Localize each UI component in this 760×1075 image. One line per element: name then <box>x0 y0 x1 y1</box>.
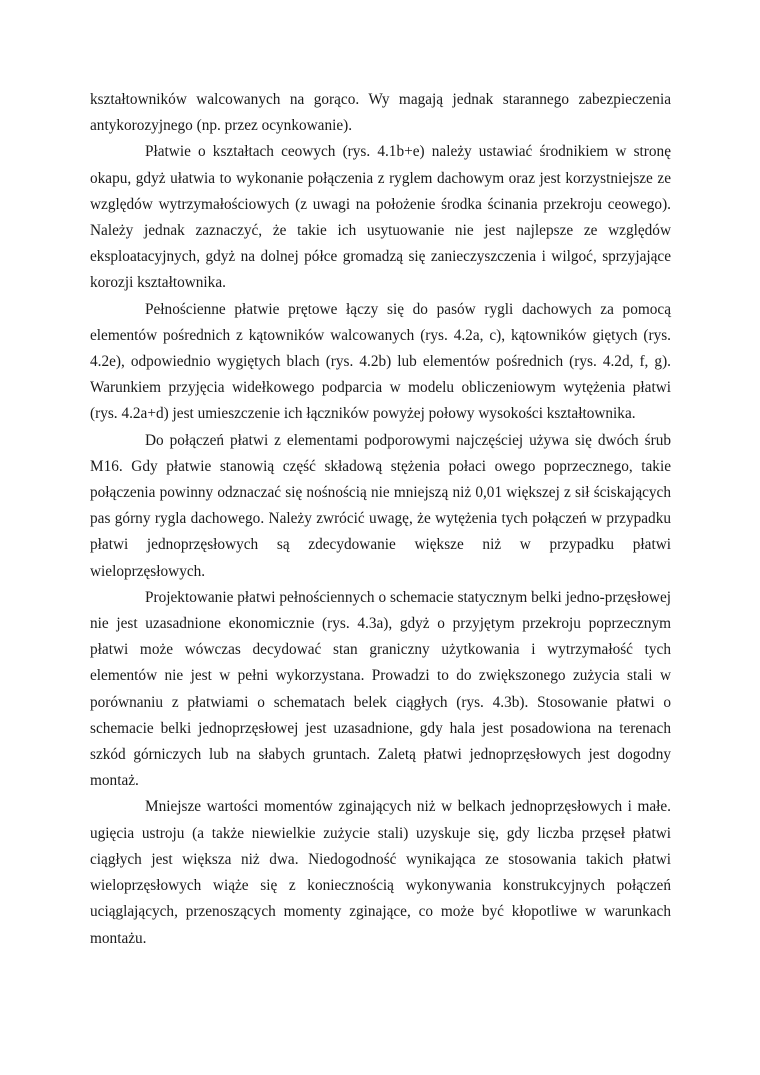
body-text <box>90 87 671 952</box>
paragraph-bolts: Do połączeń płatwi z elementami podporowymi najczęściej używa się dwóch śrub M16. Gdy płatwie stanowią część składową stężenia połaci owego poprzecznego, takie połączenia powinny odznaczać się nośnością nie mniejszą niż 0,01 większej z sił ściskających pas górny rygla dachowego. Należy zwrócić uwagę, że wytężenia tych połączeń w przypadku płatwi jednoprzęsłowych są zdecydowanie większe niż w przypadku płatwi wieloprzęsłowych. <box>90 431 671 580</box>
paragraph-multi-span: Mniejsze wartości momentów zginających niż w belkach jednoprzęsłowych i małe. ugięcia ustroju (a także niewielkie zużycie stali) uzyskuje się, gdy liczba przęseł płatwi ciągłych jest większa niż dwa. Niedogodność wynikająca ze stosowania takich płatwi wieloprzęsłowych wiąże się z koniecznością wykonywania konstrukcyjnych połączeń uciąglających, przenoszących momenty zginające, co może być kłopotliwe w warunkach montażu. <box>90 798 671 947</box>
paragraph-single-span-design: Projektowanie płatwi pełnościennych o schemacie statycznym belki jedno-przęsłowej nie jest uzasadnione ekonomicznie (rys. 4.3a), gdyż o przyjętym przekroju poprzecznym płatwi może wówczas decydować stan graniczny użytkowania i wytrzymałość tych elementów nie jest w pełni wykorzystana. Prowadzi to do zwiększonego zużycia stali w porównaniu z płatwiami o schematach belek ciągłych (rys. 4.3b). Stosowanie płatwi o schemacie belki jednoprzęsłowej jest uzasadnione, gdy hala jest posadowiona na terenach szkód górniczych lub na słabych gruntach. Zaletą płatwi jednoprzęsłowych jest dogodny montaż. <box>90 588 671 790</box>
paragraph-continuation: kształtowników walcowanych na gorąco. Wy magają jednak starannego zabezpieczenia antykorozyjnego (np. przez ocynkowanie). <box>90 91 671 135</box>
paragraph-channel-purlins: Płatwie o kształtach ceowych (rys. 4.1b+e) należy ustawiać środnikiem w stronę okapu, gdyż ułatwia to wykonanie połączenia z ryglem dachowym oraz jest korzystniejsze ze względów wytrzymałościowych (z uwagi na położenie środka ścinania przekroju ceowego). Należy jednak zaznaczyć, że takie ich usytuowanie nie jest najlepsze ze względów eksploatacyjnych, gdyż na dolnej półce gromadzą się zanieczyszczenia i wilgoć, sprzyjające korozji kształtownika. <box>90 143 671 292</box>
paragraph-purlin-connections: Pełnościenne płatwie prętowe łączy się do pasów rygli dachowych za pomocą elementów pośrednich z kątowników walcowanych (rys. 4.2a, c), kątowników giętych (rys. 4.2e), odpowiednio wygiętych blach (rys. 4.2b) lub elementów pośrednich (rys. 4.2d, f, g). Warunkiem przyjęcia widełkowego podparcia w modelu obliczeniowym wytężenia płatwi (rys. 4.2a+d) jest umieszczenie ich łączników powyżej połowy wysokości kształtownika. <box>90 300 671 423</box>
